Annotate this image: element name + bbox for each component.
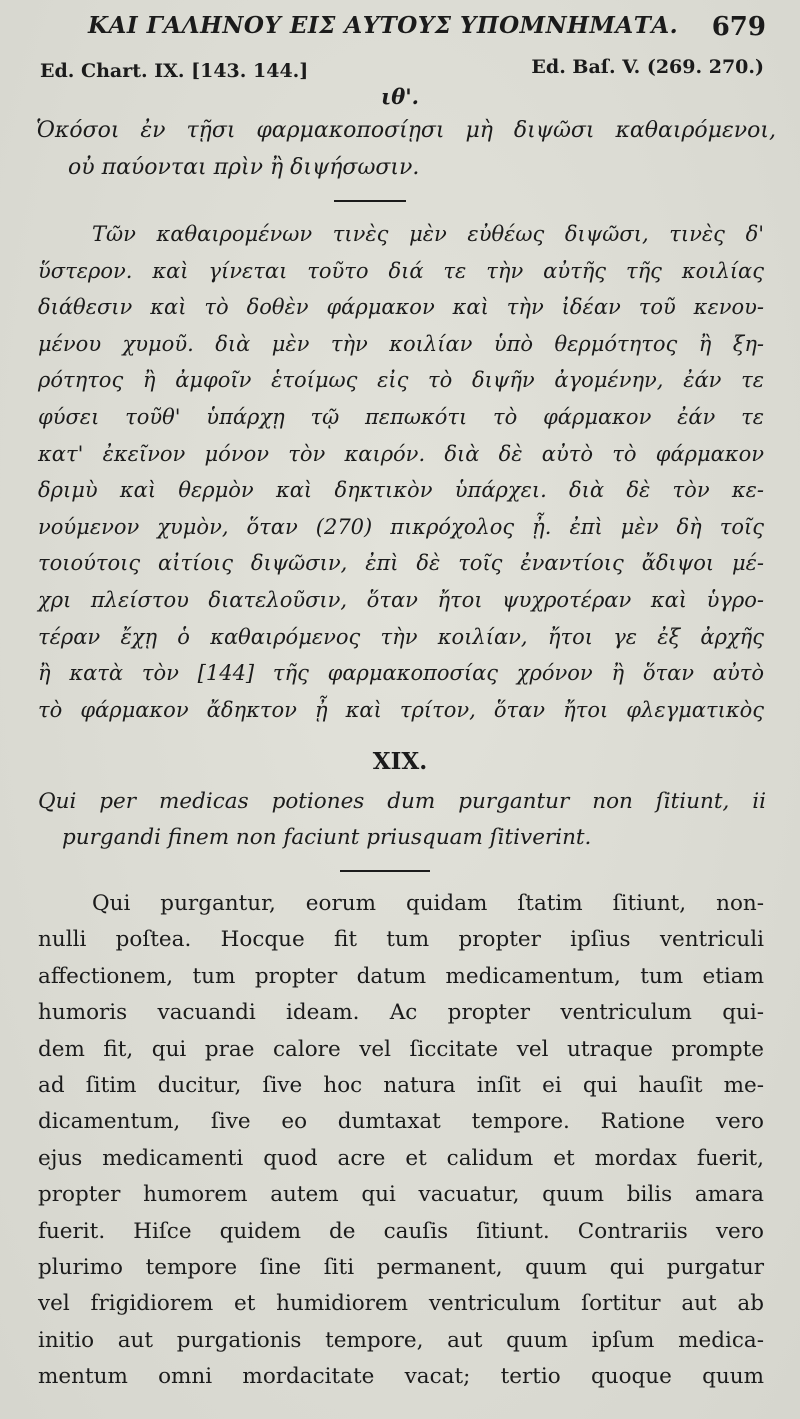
- greek-section-number: ιθ'.: [381, 84, 419, 109]
- latin-aphorism-line: purgandi finem non faciunt priusquam ſitiverint.: [62, 825, 592, 850]
- latin-commentary-line: plurimo tempore ſine ſiti permanent, quum qui purgatur: [38, 1255, 764, 1281]
- greek-commentary-line: τὸ φάρμακον ἄδηκτον ᾖ καὶ τρίτον, ὅταν ἤτοι φλεγματικὸς: [38, 697, 764, 722]
- greek-commentary-line: ἢ κατὰ τὸν [144] τῆς φαρμακοποσίας χρόνον ἢ ὅταν αὐτὸ: [38, 661, 764, 686]
- latin-commentary-line: mentum omni mordacitate vacat; tertio quoque quum: [38, 1364, 764, 1390]
- latin-commentary-line: vel frigidiorem et humidiorem ventriculum ſortitur aut ab: [38, 1291, 764, 1317]
- latin-commentary-line: fuerit. Hiſce quidem de cauſis ſitiunt. Contrariis vero: [38, 1218, 764, 1244]
- greek-commentary: [38, 216, 764, 728]
- latin-commentary-line: dicamentum, ſive eo dumtaxat tempore. Ratione vero: [38, 1109, 764, 1135]
- greek-commentary-line: διάθεσιν καὶ τὸ δοθὲν φάρμακον καὶ τὴν ἰδέαν τοῦ κενου-: [38, 295, 764, 320]
- latin-commentary-line: affectionem, tum propter datum medicamentum, tum etiam: [38, 963, 764, 989]
- greek-aphorism-line: οὐ παύονται πρὶν ἢ διψήσωσιν.: [68, 155, 420, 180]
- greek-commentary-line: μένου χυμοῦ. διὰ μὲν τὴν κοιλίαν ὑπὸ θερμότητος ἢ ξη-: [38, 331, 764, 356]
- greek-commentary-line: δριμὺ καὶ θερμὸν καὶ δηκτικὸν ὑπάρχει. διὰ δὲ τὸν κε-: [38, 478, 764, 503]
- greek-commentary-line: φύσει τοῦθ' ὑπάρχῃ τῷ πεπωκότι τὸ φάρμακον ἐάν τε: [38, 404, 764, 429]
- section-divider: [334, 200, 406, 202]
- greek-commentary-line: τέραν ἔχῃ ὁ καθαιρόμενος τὴν κοιλίαν, ἤτοι γε ἐξ ἀρχῆς: [38, 624, 764, 649]
- edition-reference-left: Ed. Chart. IX. [143. 144.]: [40, 60, 309, 82]
- latin-commentary-line: ad ſitim ducitur, ſive hoc natura inſit ei qui hauſit me-: [38, 1073, 764, 1099]
- latin-commentary-line: dem fit, qui prae calore vel ſiccitate vel utraque prompte: [38, 1036, 764, 1062]
- edition-reference-right: Ed. Baſ. V. (269. 270.): [531, 56, 764, 78]
- latin-commentary: [38, 886, 764, 1396]
- latin-aphorism-line: Qui per medicas potiones dum purgantur non ſitiunt, ii: [38, 789, 766, 814]
- latin-commentary-line: humoris vacuandi ideam. Ac propter ventriculum qui-: [38, 1000, 764, 1026]
- latin-commentary-line: ejus medicamenti quod acre et calidum et mordax fuerit,: [38, 1145, 764, 1171]
- greek-commentary-line: ρότητος ἢ ἀμφοῖν ἑτοίμως εἰς τὸ διψῆν ἀγομένην, ἐάν τε: [38, 368, 764, 393]
- greek-commentary-line: χρι πλείστου διατελοῦσιν, ὅταν ἤτοι ψυχροτέραν καὶ ὑγρο-: [38, 587, 764, 612]
- latin-commentary-line: Qui purgantur, eorum quidam ſtatim ſitiunt, non-: [92, 891, 764, 916]
- greek-aphorism: [36, 112, 776, 186]
- greek-commentary-line: Τῶν καθαιρομένων τινὲς μὲν εὐθέως διψῶσι, τινὲς δ': [92, 222, 764, 246]
- greek-commentary-line: νούμενον χυμὸν, ὅταν (270) πικρόχολος ᾖ. ἐπὶ μὲν δὴ τοῖς: [38, 514, 764, 539]
- latin-commentary-line: nulli poſtea. Hocque fit tum propter ipſius ventriculi: [38, 927, 764, 953]
- greek-commentary-line: κατ' ἐκεῖνον μόνον τὸν καιρόν. διὰ δὲ αὐτὸ τὸ φάρμακον: [38, 441, 764, 466]
- running-head: ΚΑΙ ΓΑΛΗΝΟΥ ΕΙΣ ΑΥΤΟΥΣ ΥΠΟΜΝΗΜΑΤΑ.: [88, 12, 679, 39]
- page-number: 679: [711, 12, 766, 42]
- latin-commentary-line: initio aut purgationis tempore, aut quum ipſum medica-: [38, 1327, 764, 1353]
- greek-commentary-line: ὕστερον. καὶ γίνεται τοῦτο διά τε τὴν αὐτῆς τῆς κοιλίας: [38, 258, 764, 283]
- section-divider: [340, 870, 430, 872]
- greek-aphorism-line: Ὁκόσοι ἐν τῇσι φαρμακοποσίῃσι μὴ διψῶσι καθαιρόμενοι,: [36, 118, 776, 143]
- latin-aphorism: [38, 784, 766, 856]
- greek-commentary-line: τοιούτοις αἰτίοις διψῶσιν, ἐπὶ δὲ τοῖς ἐναντίοις ἄδιψοι μέ-: [38, 551, 764, 576]
- latin-section-number: XIX.: [372, 748, 428, 775]
- latin-commentary-line: propter humorem autem qui vacuatur, quum bilis amara: [38, 1182, 764, 1208]
